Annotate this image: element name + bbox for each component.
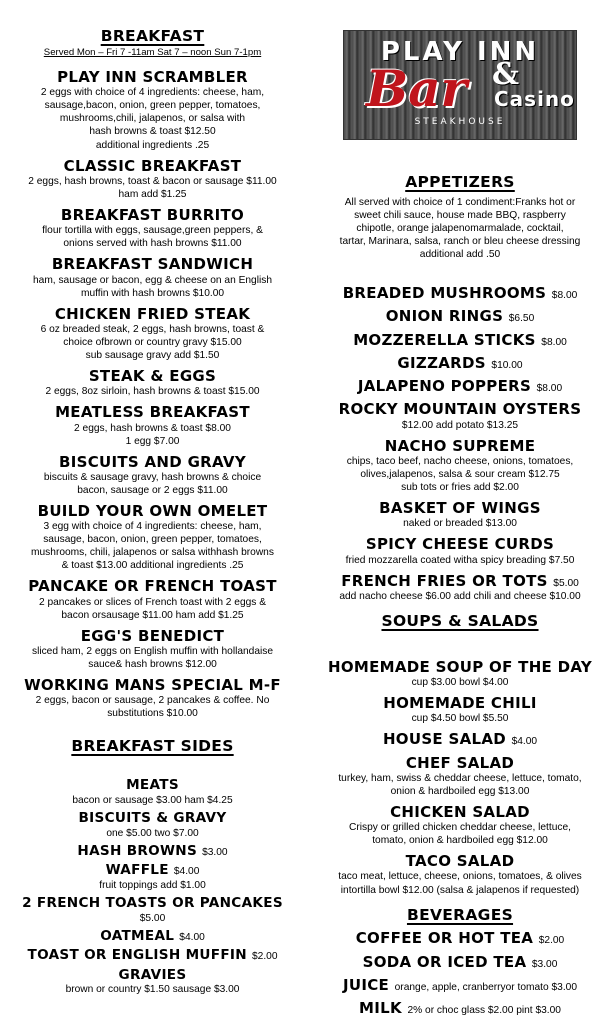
salad-desc xyxy=(317,821,603,847)
desc-line: ham add $1.25 xyxy=(118,188,187,200)
side-name: TOAST OR ENGLISH MUFFIN xyxy=(27,947,247,964)
desc-line: onions served with hash browns $11.00 xyxy=(63,238,242,250)
salad-price: $4.00 xyxy=(511,736,538,748)
desc-line: substitutions $10.00 xyxy=(107,708,198,720)
bar-casino-logo xyxy=(343,30,577,140)
desc-line: olives,jalapenos, salsa & sour cream $12.75 xyxy=(360,468,560,480)
appetizer-price: $8.00 xyxy=(541,336,567,348)
soups-salads-title: SOUPS & SALADS xyxy=(381,611,539,630)
intro-line: All served with choice of 1 condiment:Franks hot or xyxy=(344,196,576,208)
side-name: MEATS xyxy=(126,777,179,794)
desc-line: additional ingredients .25 xyxy=(95,139,210,151)
desc-line: 2 pancakes or slices of French toast with 2 eggs & xyxy=(38,596,267,608)
desc-line: sub sausage gravy add $1.50 xyxy=(85,349,220,361)
menu-item-name: BISCUITS AND GRAVY xyxy=(58,452,246,471)
intro-line: tartar, Marinara, salsa, ranch or bleu cheese dressing xyxy=(339,235,581,247)
menu-item-desc xyxy=(4,274,301,300)
desc-line: 1 egg $7.00 xyxy=(125,435,180,447)
side-desc: one $5.00 two $7.00 xyxy=(106,827,199,839)
intro-line: sweet chili sauce, house made BBQ, raspberry xyxy=(354,209,566,221)
menu-item-desc xyxy=(4,694,301,720)
menu-item-desc xyxy=(4,596,301,622)
beverage-name: COFFEE OR HOT TEA xyxy=(355,929,534,948)
side-item xyxy=(0,929,305,945)
desc-line: muffin with hash browns $10.00 xyxy=(80,287,225,299)
menu-item-name: PANCAKE OR FRENCH TOAST xyxy=(28,577,277,596)
desc-line: 6 oz breaded steak, 2 eggs, hash browns, toast & xyxy=(40,323,265,335)
menu-item-name: STEAK & EGGS xyxy=(88,366,217,385)
appetizer-name: JALAPENO POPPERS xyxy=(357,377,532,396)
menu-item-name: CLASSIC BREAKFAST xyxy=(63,156,242,175)
side-desc: $5.00 xyxy=(139,912,166,924)
appetizer-item xyxy=(313,332,607,349)
side-name: GRAVIES xyxy=(118,966,187,983)
desc-line: 2 eggs, 8oz sirloin, hash browns & toast $15.00 xyxy=(45,386,260,398)
desc-line: mushrooms,chili, jalapenos, or salsa with xyxy=(59,113,246,125)
side-item xyxy=(0,844,305,860)
appetizer-desc: naked or breaded $13.00 xyxy=(403,518,517,530)
appetizer-item xyxy=(313,573,607,590)
logo-play-inn: PLAY INN xyxy=(380,37,540,67)
side-item xyxy=(0,863,305,879)
desc-line: sausage,bacon, onion, green pepper, tomatoes, xyxy=(44,100,261,112)
appetizer-price: $10.00 xyxy=(491,359,523,371)
beverages-title: BEVERAGES xyxy=(406,905,514,924)
soup-name: HOMEMADE SOUP OF THE DAY xyxy=(327,657,593,676)
side-desc: brown or country $1.50 sausage $3.00 xyxy=(65,984,240,996)
menu-item-name: EGG'S BENEDICT xyxy=(80,626,225,645)
side-price: $4.00 xyxy=(179,931,205,943)
beverage-name: SODA OR ICED TEA xyxy=(362,952,527,971)
desc-line: 3 egg with choice of 4 ingredients: cheese, ham, xyxy=(43,521,262,533)
appetizer-desc xyxy=(317,455,603,494)
side-desc: fruit toppings add $1.00 xyxy=(99,879,206,891)
side-name: WAFFLE xyxy=(105,862,169,879)
appetizer-item xyxy=(313,285,607,302)
menu-item-desc xyxy=(4,175,301,201)
menu-item-name: CHICKEN FRIED STEAK xyxy=(54,304,251,323)
side-desc: bacon or sausage $3.00 ham $4.25 xyxy=(72,794,233,806)
desc-line: & toast $13.00 additional ingredients .25 xyxy=(61,560,244,572)
appetizer-item xyxy=(313,355,607,372)
appetizer-price: $5.00 xyxy=(553,577,579,589)
desc-line: sub tots or fries add $2.00 xyxy=(401,481,519,493)
beverage-item xyxy=(313,1000,607,1017)
side-name: BISCUITS & GRAVY xyxy=(78,809,227,826)
menu-item-desc xyxy=(4,645,301,671)
appetizer-price: $8.00 xyxy=(551,290,578,302)
appetizer-name: ONION RINGS xyxy=(385,307,504,326)
salad-name: CHEF SALAD xyxy=(405,753,515,772)
appetizer-name: FRENCH FRIES OR TOTS xyxy=(341,571,548,590)
appetizer-name: BREADED MUSHROOMS xyxy=(342,284,547,303)
logo-ampersand: & xyxy=(492,57,520,92)
intro-line: chipotle, orange jalapenomarmalade, cocktail, xyxy=(356,222,564,234)
beverage-item xyxy=(313,954,607,971)
desc-line: tomato, onion & hardboiled egg $12.00 xyxy=(372,835,548,847)
side-name: HASH BROWNS xyxy=(77,842,198,859)
desc-line: 2 eggs, bacon or sausage, 2 pancakes & coffee. No xyxy=(35,695,270,707)
desc-line: bacon, sausage or 2 eggs $11.00 xyxy=(77,484,228,496)
appetizers-intro xyxy=(317,196,603,261)
beverage-item xyxy=(313,930,607,947)
appetizer-item xyxy=(313,378,607,395)
desc-line: turkey, ham, swiss & cheddar cheese, lettuce, tomato, xyxy=(338,772,582,784)
soup-desc: cup $4.50 bowl $5.50 xyxy=(411,713,509,725)
side-name: 2 FRENCH TOASTS OR PANCAKES xyxy=(22,894,283,911)
desc-line: biscuits & sausage gravy, hash browns & choice xyxy=(43,471,262,483)
menu-item-desc xyxy=(4,86,301,151)
menu-item-desc xyxy=(4,385,301,398)
beverage-price: $3.00 xyxy=(531,958,558,970)
beverage-price: $2.00 xyxy=(538,935,565,947)
desc-line: sliced ham, 2 eggs on English muffin with hollandaise xyxy=(31,646,274,657)
breakfast-sides-title: BREAKFAST SIDES xyxy=(71,737,234,756)
appetizer-desc: fried mozzarella coated witha spicy breading $7.50 xyxy=(345,554,575,566)
desc-line: sausage, bacon, onion, green pepper, tomatoes, xyxy=(43,534,262,546)
desc-line: hash browns & toast $12.50 xyxy=(89,126,216,138)
desc-line: sauce& hash browns $12.00 xyxy=(88,659,217,671)
beverage-desc: 2% or choc glass $2.00 pint $3.00 xyxy=(407,1005,561,1017)
desc-line: ham, sausage or bacon, egg & cheese on an English xyxy=(32,274,272,286)
side-item xyxy=(0,948,305,964)
appetizer-name: ROCKY MOUNTAIN OYSTERS xyxy=(338,400,582,419)
salad-desc xyxy=(317,772,603,798)
appetizer-price: $6.50 xyxy=(508,313,535,325)
appetizer-name: BASKET OF WINGS xyxy=(379,498,541,517)
menu-item-name: BUILD YOUR OWN OMELET xyxy=(37,501,268,520)
menu-item-desc xyxy=(4,422,301,448)
desc-line: 2 eggs, hash browns, toast & bacon or sausage $11.00 xyxy=(28,175,277,187)
salad-name: CHICKEN SALAD xyxy=(390,802,530,821)
breakfast-title: BREAKFAST xyxy=(100,27,205,45)
desc-line: choice ofbrown or country gravy $15.00 xyxy=(63,336,242,348)
desc-line: intortilla bowl $12.00 (salsa & jalapenos if requested) xyxy=(340,884,580,896)
appetizer-desc: $12.00 add potato $13.25 xyxy=(401,419,519,431)
desc-line: Crispy or grilled chicken cheddar cheese, lettuce, xyxy=(349,822,571,834)
appetizers-title: APPETIZERS xyxy=(405,173,515,191)
soup-desc: cup $3.00 bowl $4.00 xyxy=(411,676,509,688)
appetizer-item xyxy=(313,308,607,325)
salad-name: HOUSE SALAD xyxy=(382,730,507,749)
salad-name: TACO SALAD xyxy=(405,852,515,871)
appetizer-desc: add nacho cheese $6.00 add chili and cheese $10.00 xyxy=(339,590,581,602)
logo-steakhouse: STEAKHOUSE xyxy=(414,117,506,127)
menu-item-name: MEATLESS BREAKFAST xyxy=(55,403,250,422)
menu-item-desc xyxy=(4,323,301,362)
served-hours: Served Mon – Fri 7 -11am Sat 7 – noon Sun 7-1pm xyxy=(43,46,262,58)
salad-desc xyxy=(317,870,603,896)
desc-line: flour tortilla with eggs, sausage,green peppers, & xyxy=(42,225,263,237)
menu-item-name: WORKING MANS SPECIAL M-F xyxy=(24,676,281,695)
appetizer-name: GIZZARDS xyxy=(397,353,486,372)
left-column xyxy=(0,0,305,996)
beverage-name: JUICE xyxy=(343,975,390,994)
side-name: OATMEAL xyxy=(100,927,175,944)
menu-item-name: BREAKFAST SANDWICH xyxy=(51,255,254,274)
appetizer-name: MOZZERELLA STICKS xyxy=(353,330,536,349)
desc-line: chips, taco beef, nacho cheese, onions, tomatoes, xyxy=(346,455,574,467)
desc-line: taco meat, lettuce, cheese, onions, tomatoes, & olives xyxy=(338,871,582,883)
appetizer-name: SPICY CHEESE CURDS xyxy=(365,535,555,554)
beverage-item xyxy=(313,977,607,994)
beverage-desc: orange, apple, cranberryor tomato $3.00 xyxy=(394,981,577,993)
intro-line: additional add .50 xyxy=(419,249,501,260)
desc-line: mushrooms, chili, jalapenos or salsa withhash browns xyxy=(31,547,274,559)
soup-name: HOMEMADE CHILI xyxy=(383,693,537,712)
beverage-name: MILK xyxy=(359,999,402,1017)
desc-line: bacon orsausage $11.00 ham add $1.25 xyxy=(61,609,244,621)
logo-bar: Bar xyxy=(366,59,468,118)
desc-line: 2 eggs, hash browns & toast $8.00 xyxy=(74,422,231,434)
menu-item-name: BREAKFAST BURRITO xyxy=(60,205,245,224)
menu-item-name: PLAY INN SCRAMBLER xyxy=(57,68,248,87)
side-price: $4.00 xyxy=(173,866,200,878)
appetizer-name: NACHO SUPREME xyxy=(384,436,536,455)
desc-line: 2 eggs with choice of 4 ingredients: cheese, ham, xyxy=(40,87,265,99)
appetizer-price: $8.00 xyxy=(536,383,563,395)
side-price: $2.00 xyxy=(252,951,278,963)
menu-item-desc xyxy=(4,520,301,572)
menu-item-desc xyxy=(4,471,301,497)
salad-item xyxy=(313,731,607,748)
logo-casino: Casino xyxy=(494,87,575,111)
right-column xyxy=(313,0,607,1017)
side-price: $3.00 xyxy=(202,846,228,858)
desc-line: onion & hardboiled egg $13.00 xyxy=(390,785,530,797)
menu-item-desc xyxy=(4,224,301,250)
